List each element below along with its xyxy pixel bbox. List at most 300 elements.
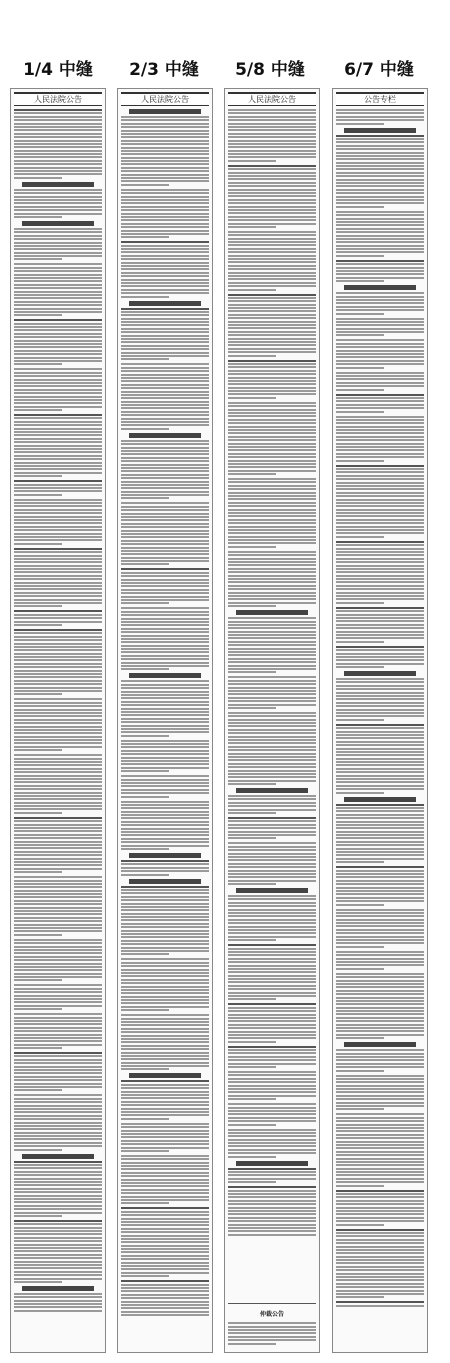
text-line [121,543,209,545]
text-line [336,709,424,711]
text-line [228,700,316,702]
text-line [14,1027,102,1029]
text-line [121,950,209,952]
text-line [228,314,316,316]
text-line [336,1301,424,1303]
text-line [121,834,209,836]
text-line [14,428,102,430]
text-line [336,595,424,597]
text-line [336,764,424,766]
text-line [14,1108,102,1110]
text-line [121,969,209,971]
text-line [121,1024,209,1026]
text-line [121,607,209,609]
court-name-heading [22,1154,94,1159]
text-line [121,355,209,357]
text-line [14,1098,102,1100]
text-line [14,995,102,997]
text-line [121,557,209,559]
notice-paragraph [336,1042,424,1071]
text-line [121,1130,209,1132]
text-line [336,512,424,514]
text-line [121,965,209,967]
text-line [121,180,209,182]
text-line [336,443,424,445]
text-line [228,373,316,375]
text-line [228,206,316,208]
text-line [336,602,384,604]
text-line [14,235,102,237]
text-line [228,1200,316,1202]
text-line [121,899,209,901]
text-line [121,348,209,350]
text-line [121,821,209,823]
text-line [336,112,424,114]
text-line [336,1030,424,1032]
text-line [336,116,424,118]
text-line [336,214,424,216]
text-line [336,1059,424,1061]
text-line [336,598,424,600]
text-line [121,213,209,215]
text-line [121,296,169,298]
text-line [121,289,209,291]
text-line [14,588,102,590]
text-line [14,984,102,986]
text-line [14,690,102,692]
text-line [228,856,316,858]
text-line [121,328,209,330]
text-line [228,866,316,868]
text-line [14,512,102,514]
text-line [228,870,316,872]
text-line [121,414,209,416]
text-line [228,231,316,233]
text-line [228,1091,316,1093]
text-line [228,321,316,323]
text-line [121,1262,209,1264]
text-line [228,492,316,494]
text-line [336,565,424,567]
text-line [14,1237,102,1239]
text-line [336,1081,424,1083]
text-line [14,526,102,528]
text-line [336,1242,424,1244]
text-line [121,506,209,508]
text-line [121,1133,209,1135]
text-line [121,1304,209,1306]
text-line [228,178,316,180]
text-line [14,841,102,843]
text-line [228,1034,316,1036]
text-line [14,522,102,524]
text-line [336,544,424,546]
text-line [121,477,209,479]
notice-paragraph [14,1286,102,1312]
text-line [228,502,316,504]
text-line [336,946,384,948]
text-line [336,1003,424,1005]
text-line [121,782,209,784]
text-line [14,1013,102,1015]
text-line [228,1178,316,1180]
text-line [336,649,424,651]
text-line [14,991,102,993]
column-body [228,109,316,1348]
text-line [121,1272,209,1274]
text-line [121,519,209,521]
text-line [228,912,316,914]
text-line [14,1017,102,1019]
text-line [336,1020,424,1022]
text-line [14,150,102,152]
notice-paragraph [336,128,424,208]
court-name-heading [344,128,416,133]
text-line [121,923,209,925]
text-line [14,568,102,570]
text-line [336,426,424,428]
text-line [228,1207,316,1209]
text-line [228,402,316,404]
text-line [336,737,424,739]
text-line [336,1174,424,1176]
text-line [228,160,276,162]
text-line [121,338,209,340]
text-line [14,529,102,531]
column-header: 公告专栏 [336,92,424,106]
text-line [228,1085,316,1087]
text-line [228,824,316,826]
text-line [336,202,424,204]
text-line [228,192,316,194]
notice-paragraph [121,568,209,604]
text-line [121,684,209,686]
text-line [228,922,316,924]
text-line [121,275,209,277]
text-line [121,596,209,598]
text-line [121,167,209,169]
text-line [14,868,102,870]
text-line [121,467,209,469]
text-line [121,979,209,981]
text-line [14,812,62,814]
text-line [228,605,276,607]
text-line [336,485,424,487]
text-line [121,1101,209,1103]
notice-paragraph [336,318,424,337]
text-line [228,244,316,246]
notice-paragraph [121,109,209,186]
notice-paragraph [228,231,316,291]
notice-column-3 [224,88,320,1353]
notice-paragraph [14,610,102,626]
text-line [121,750,209,752]
text-line [121,996,209,998]
text-line [121,743,209,745]
text-line [14,368,102,370]
text-line [121,1006,209,1008]
text-line [14,192,102,194]
text-line [336,821,424,823]
text-line [14,764,102,766]
text-line [228,929,316,931]
text-line [121,523,209,525]
notice-paragraph [14,368,102,411]
text-line [121,245,209,247]
text-line [14,670,102,672]
text-line [121,1091,209,1093]
text-line [121,694,209,696]
text-line [336,1091,424,1093]
text-line [14,705,102,707]
text-line [14,494,62,496]
text-line [228,1336,316,1338]
text-line [228,1132,316,1134]
text-line [14,505,102,507]
text-line [14,659,102,661]
text-line [14,973,102,975]
text-line [228,172,316,174]
text-line [336,1117,424,1119]
text-line [121,123,209,125]
text-line [14,406,102,408]
text-line [228,725,316,727]
text-line [228,304,316,306]
text-line [336,1193,424,1195]
text-line [336,919,424,921]
text-line [228,739,316,741]
text-line [336,270,424,272]
text-line [14,979,62,981]
text-line [14,1037,102,1039]
text-line [14,1300,102,1302]
notice-paragraph [14,319,102,365]
text-line [121,804,209,806]
text-line [228,783,276,785]
text-line [121,318,209,320]
notice-paragraph [336,1301,424,1306]
notice-paragraph [121,301,209,361]
text-line [336,844,424,846]
text-line [14,854,102,856]
text-line [121,1196,209,1198]
text-line [14,490,102,492]
text-line [14,1264,102,1266]
text-line [336,1293,424,1295]
text-line [228,123,316,125]
text-line [228,1088,316,1090]
text-line [336,754,424,756]
notice-column-4 [332,88,428,1353]
text-line [228,509,316,511]
text-line [336,1034,424,1036]
text-line [121,1255,209,1257]
text-line [14,1267,102,1269]
text-line [14,942,102,944]
text-line [121,1162,209,1164]
text-line [336,761,424,763]
text-line [336,958,424,960]
text-line [121,1118,169,1120]
text-line [336,199,424,201]
text-line [14,465,102,467]
text-line [14,1076,102,1078]
text-line [121,1055,209,1057]
text-line [228,668,316,670]
text-line [336,1151,424,1153]
text-line [336,1232,424,1234]
notice-paragraph [121,1014,209,1070]
text-line [14,196,102,198]
text-line [336,861,384,863]
text-line [121,701,209,703]
court-name-heading [344,285,416,290]
text-line [121,801,209,803]
text-line [14,502,102,504]
text-line [14,1240,102,1242]
text-line [14,533,102,535]
text-line [14,238,102,240]
text-line [336,1279,424,1281]
text-line [336,179,424,181]
text-line [228,268,316,270]
text-line [121,841,209,843]
text-line [14,487,102,489]
text-line [14,1008,62,1010]
notice-paragraph [336,1113,424,1186]
text-line [14,683,102,685]
text-line [336,887,424,889]
text-line [228,575,316,577]
text-line [14,739,102,741]
text-line [228,895,316,897]
notice-text-block [228,109,316,1236]
text-line [228,146,316,148]
text-line [336,1203,424,1205]
text-line [336,585,424,587]
notice-column-1 [10,88,106,1353]
column-header: 人民法院公告 [228,92,316,106]
text-line [121,196,209,198]
notice-paragraph [336,260,424,282]
text-line [336,1158,424,1160]
text-line [228,627,316,629]
text-line [228,116,316,118]
text-line [14,357,102,359]
text-line [14,173,102,175]
text-line [228,585,316,587]
notice-paragraph [336,285,424,314]
text-line [14,746,102,748]
text-line [336,870,424,872]
text-line [14,998,102,1000]
notice-paragraph [121,1280,209,1316]
column-body [14,109,102,1348]
text-line [336,404,424,406]
court-name-heading [129,1073,201,1078]
text-line [336,482,424,484]
text-line [121,370,209,372]
text-line [14,1250,102,1252]
text-line [228,971,316,973]
text-line [336,1296,384,1298]
text-line [336,155,424,157]
arbitration-notice-title: 仲裁公告 [259,1311,284,1318]
text-line [228,390,316,392]
text-line [336,1066,424,1068]
text-line [228,405,316,407]
text-line [14,294,102,296]
text-line [121,1084,209,1086]
text-line [336,429,424,431]
text-line [121,638,209,640]
text-line [228,1124,276,1126]
text-line [228,568,316,570]
text-line [14,245,102,247]
text-line [121,648,209,650]
text-line [14,516,102,518]
text-line [121,651,209,653]
text-line [14,732,102,734]
text-line [121,233,209,235]
text-line [121,1104,209,1106]
text-line [14,1062,102,1064]
text-line [121,481,209,483]
text-line [14,1040,102,1042]
text-line [14,1135,102,1137]
text-line [228,261,316,263]
text-line [121,725,209,727]
notice-paragraph [228,1161,316,1184]
text-line [336,488,424,490]
text-line [14,778,102,780]
text-line [336,296,424,298]
text-line [336,158,424,160]
text-line [228,1168,316,1170]
text-line [228,522,316,524]
text-line [121,464,209,466]
text-line [228,992,316,994]
text-line [14,632,102,634]
text-line [121,1192,209,1194]
text-line [228,1135,316,1137]
text-line [14,830,102,832]
text-line [228,749,316,751]
notice-paragraph [336,339,424,368]
notice-paragraph [336,671,424,721]
text-line [121,321,209,323]
text-line [228,988,316,990]
text-line [336,162,424,164]
text-line [336,929,424,931]
text-line [228,199,316,201]
text-line [121,1207,209,1209]
notice-paragraph [336,1190,424,1226]
text-line [336,1144,424,1146]
court-name-heading [236,1161,308,1166]
text-line [336,554,424,556]
text-line [336,416,424,418]
court-name-heading [344,1042,416,1047]
text-line [228,658,316,660]
text-line [14,709,102,711]
text-line [121,153,209,155]
text-line [336,1283,424,1285]
text-line [336,267,424,269]
text-line [14,827,102,829]
text-line [121,377,209,379]
text-line [336,471,424,473]
